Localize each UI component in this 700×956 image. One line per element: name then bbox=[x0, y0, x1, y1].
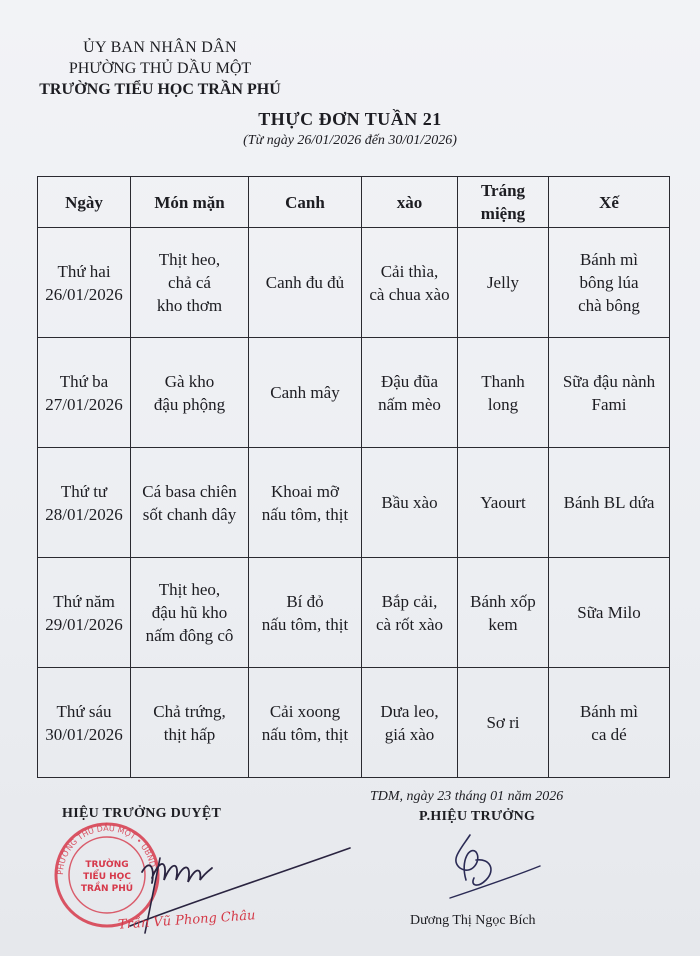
cell-text: cà chua xào bbox=[369, 284, 450, 304]
menu-cell bbox=[362, 558, 458, 668]
cell-text: Đậu đũa bbox=[380, 371, 439, 391]
cell-text: 30/01/2026 bbox=[45, 724, 123, 744]
cell-text: nấu tôm, thịt bbox=[261, 614, 349, 634]
menu-cell bbox=[362, 338, 458, 448]
column-header bbox=[458, 177, 549, 228]
menu-cell bbox=[249, 448, 362, 558]
menu-cell bbox=[549, 668, 670, 778]
column-header-text: Ngày bbox=[65, 192, 103, 212]
menu-cell bbox=[249, 558, 362, 668]
cell-text: Dưa leo, bbox=[380, 701, 439, 721]
cell-text: nấu tôm, thịt bbox=[261, 504, 349, 524]
cell-text: nấm đông cô bbox=[145, 626, 234, 645]
cell-text: Cải xoong bbox=[269, 701, 341, 721]
menu-cell bbox=[249, 338, 362, 448]
day-cell bbox=[38, 558, 131, 668]
menu-cell bbox=[549, 338, 670, 448]
cell-text: Cá basa chiên bbox=[142, 481, 237, 501]
cell-text: Bắp cải, bbox=[381, 591, 438, 611]
vice-principal-signature bbox=[430, 830, 550, 905]
column-header-text: Món mặn bbox=[154, 192, 225, 212]
cell-text: Bánh xốp bbox=[470, 591, 536, 611]
menu-cell bbox=[458, 448, 549, 558]
cell-text: long bbox=[487, 394, 519, 414]
cell-text: 28/01/2026 bbox=[45, 504, 123, 524]
menu-table bbox=[37, 176, 670, 778]
cell-text: bông lúa bbox=[579, 273, 639, 292]
column-header-text: Xế bbox=[599, 192, 619, 212]
principal-approval-title: HIỆU TRƯỞNG DUYỆT bbox=[62, 806, 222, 821]
cell-text: Jelly bbox=[486, 273, 520, 292]
org-line-ward: PHƯỜNG THỦ DẦU MỘT bbox=[68, 60, 252, 77]
cell-text: giá xào bbox=[384, 724, 435, 744]
date-range: (Từ ngày 26/01/2026 đến 30/01/2026) bbox=[243, 133, 457, 148]
menu-cell bbox=[362, 448, 458, 558]
cell-text: Sữa đậu nành bbox=[562, 371, 656, 391]
school-name: TRƯỜNG TIỂU HỌC TRẦN PHÚ bbox=[39, 81, 281, 98]
cell-text: Thứ sáu bbox=[56, 701, 112, 721]
cell-text: Bí đỏ bbox=[286, 591, 324, 611]
org-line-committee: ỦY BAN NHÂN DÂN bbox=[83, 39, 237, 56]
cell-text: Sữa Milo bbox=[577, 603, 641, 622]
cell-text: kem bbox=[488, 614, 518, 634]
column-header-text: miệng bbox=[480, 204, 526, 223]
menu-cell bbox=[362, 228, 458, 338]
column-header-text: Tráng bbox=[480, 181, 526, 200]
cell-text: Thứ ba bbox=[59, 371, 109, 391]
cell-text: Chả trứng, bbox=[153, 701, 226, 721]
column-header bbox=[362, 177, 458, 228]
cell-text: nấm mèo bbox=[378, 394, 441, 414]
cell-text: sốt chanh dây bbox=[142, 504, 237, 524]
cell-text: Canh đu đủ bbox=[265, 273, 345, 292]
cell-text: đậu phộng bbox=[153, 394, 226, 414]
column-header bbox=[38, 177, 131, 228]
menu-cell bbox=[458, 338, 549, 448]
menu-cell bbox=[458, 668, 549, 778]
cell-text: Canh mây bbox=[270, 383, 340, 402]
cell-text: Thứ hai bbox=[57, 261, 111, 281]
menu-cell bbox=[362, 668, 458, 778]
table-row bbox=[38, 338, 670, 448]
menu-cell bbox=[458, 228, 549, 338]
cell-text: kho thơm bbox=[156, 296, 223, 315]
cell-text: chả cá bbox=[168, 273, 211, 292]
organization-header bbox=[30, 38, 290, 99]
principal-name: Trần Vũ Phong Châu bbox=[117, 908, 256, 933]
cell-text: Fami bbox=[591, 394, 627, 414]
cell-text: Thứ năm bbox=[53, 591, 115, 611]
cell-text: 26/01/2026 bbox=[45, 284, 123, 304]
day-cell bbox=[38, 338, 131, 448]
menu-cell bbox=[131, 228, 249, 338]
vice-principal-name: Dương Thị Ngọc Bích bbox=[410, 913, 536, 928]
column-header-text: Canh bbox=[285, 192, 325, 212]
menu-cell bbox=[131, 338, 249, 448]
column-header bbox=[549, 177, 670, 228]
cell-text: đậu hũ kho bbox=[151, 603, 228, 622]
vice-principal-title: P.HIỆU TRƯỞNG bbox=[419, 809, 536, 824]
table-row bbox=[38, 448, 670, 558]
menu-cell bbox=[549, 558, 670, 668]
cell-text: Sơ ri bbox=[486, 713, 520, 732]
cell-text: ca dé bbox=[591, 724, 627, 744]
cell-text: nấu tôm, thịt bbox=[261, 724, 349, 744]
svg-text:PHƯỜNG THỦ DẦU MỘT • UBND •: PHƯỜNG THỦ DẦU MỘT • UBND • bbox=[55, 823, 159, 876]
cell-text: 29/01/2026 bbox=[45, 614, 123, 634]
cell-text: Cải thìa, bbox=[380, 261, 439, 281]
cell-text: Yaourt bbox=[480, 493, 526, 512]
menu-cell bbox=[249, 668, 362, 778]
cell-text: Thứ tư bbox=[60, 481, 108, 501]
day-cell bbox=[38, 668, 131, 778]
cell-text: Gà kho bbox=[164, 371, 215, 391]
page-title: THỰC ĐƠN TUẦN 21 bbox=[258, 109, 442, 129]
svg-text:TRẦN PHÚ: TRẦN PHÚ bbox=[80, 884, 134, 894]
menu-cell bbox=[249, 228, 362, 338]
cell-text: chà bông bbox=[578, 296, 640, 315]
menu-cell bbox=[458, 558, 549, 668]
table-row bbox=[38, 558, 670, 668]
cell-text: 27/01/2026 bbox=[45, 394, 123, 414]
cell-text: Bánh mì bbox=[579, 701, 639, 721]
cell-text: thịt hấp bbox=[163, 724, 216, 744]
column-header bbox=[131, 177, 249, 228]
svg-text:TRƯỜNG: TRƯỜNG bbox=[85, 860, 129, 870]
cell-text: Thanh bbox=[481, 371, 525, 391]
cell-text: Bánh BL dứa bbox=[563, 493, 655, 512]
menu-cell bbox=[131, 558, 249, 668]
cell-text: Bánh mì bbox=[579, 250, 639, 269]
cell-text: cà rốt xào bbox=[375, 614, 444, 634]
signing-date: TDM, ngày 23 tháng 01 năm 2026 bbox=[370, 789, 564, 804]
day-cell bbox=[38, 448, 131, 558]
menu-cell bbox=[549, 228, 670, 338]
menu-cell bbox=[131, 448, 249, 558]
menu-cell bbox=[131, 668, 249, 778]
table-row bbox=[38, 228, 670, 338]
cell-text: Thịt heo, bbox=[158, 250, 221, 269]
svg-text:TIỂU HỌC: TIỂU HỌC bbox=[83, 872, 131, 882]
table-row bbox=[38, 668, 670, 778]
cell-text: Khoai mỡ bbox=[270, 481, 339, 501]
menu-cell bbox=[549, 448, 670, 558]
column-header-text: xào bbox=[396, 192, 423, 212]
table-header-row bbox=[38, 177, 670, 228]
cell-text: Bầu xào bbox=[381, 493, 438, 512]
day-cell bbox=[38, 228, 131, 338]
column-header bbox=[249, 177, 362, 228]
cell-text: Thịt heo, bbox=[158, 580, 221, 599]
